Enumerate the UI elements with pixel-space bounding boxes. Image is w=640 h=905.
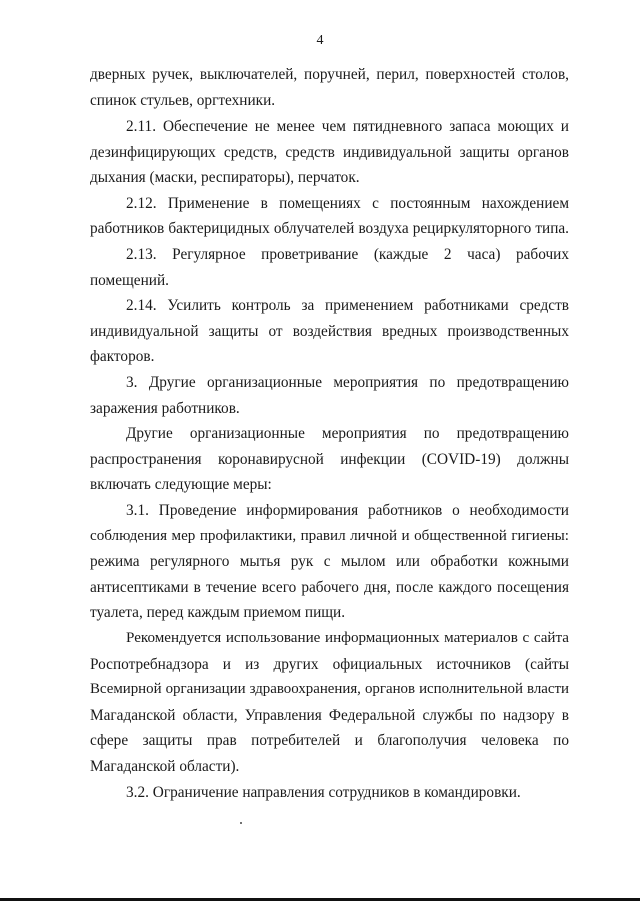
text-line: Рекомендуется использование информационных материалов с сайта xyxy=(126,630,569,646)
text-line: спинок стульев, оргтехники. xyxy=(90,92,276,109)
text-line: Всемирной организации здравоохранения, органов исполнительной власти xyxy=(90,681,569,697)
text-line: индивидуальной защиты от воздействия вредных производственных xyxy=(90,323,569,340)
text-line: Роспотребнадзора и из других официальных источников (сайты xyxy=(90,656,569,673)
text-line: 3. Другие организационные мероприятия по предотвращению xyxy=(126,374,569,391)
text-line: режима регулярного мытья рук с мылом или обработки кожными xyxy=(90,553,569,570)
text-line: распространения коронавирусной инфекции (COVID-19) должны xyxy=(90,451,569,468)
text-line: 2.13. Регулярное проветривание (каждые 2 часа) рабочих xyxy=(126,246,569,263)
page-number: 4 xyxy=(316,33,324,48)
text-line: 2.11. Обеспечение не менее чем пятидневного запаса моющих и xyxy=(126,118,569,135)
scan-edge-bar xyxy=(0,898,640,901)
text-line: антисептиками в течение всего рабочего дня, после каждого посещения xyxy=(90,579,569,596)
scan-speck xyxy=(240,822,242,824)
text-line: Магаданской области). xyxy=(90,758,240,775)
text-line: 2.14. Усилить контроль за применением работниками средств xyxy=(126,297,569,314)
text-line: дезинфицирующих средств, средств индивидуальной защиты органов xyxy=(90,144,569,161)
text-line: включать следующие меры: xyxy=(90,476,272,493)
text-line: факторов. xyxy=(90,348,155,365)
text-line: дверных ручек, выключателей, поручней, перил, поверхностей столов, xyxy=(90,66,569,83)
text-line: 3.1. Проведение информирования работников о необходимости xyxy=(126,502,569,519)
text-line: заражения работников. xyxy=(90,400,240,417)
text-line: соблюдения мер профилактики, правил личной и общественной гигиены: xyxy=(90,528,569,544)
text-line: помещений. xyxy=(90,272,169,289)
text-line: туалета, перед каждым приемом пищи. xyxy=(90,604,346,621)
text-line: Магаданской области, Управления Федеральной службы по надзору в xyxy=(90,707,569,724)
text-line: сфере защиты прав потребителей и благополучия человека по xyxy=(90,732,569,749)
text-line: 3.2. Ограничение направления сотрудников в командировки. xyxy=(126,784,521,801)
text-line: работников бактерицидных облучателей воздуха рециркуляторного типа. xyxy=(90,220,569,237)
text-line: 2.12. Применение в помещениях с постоянным нахождением xyxy=(126,195,569,212)
text-line: Другие организационные мероприятия по предотвращению xyxy=(126,425,569,442)
text-line: дыхания (маски, респираторы), перчаток. xyxy=(90,169,360,186)
